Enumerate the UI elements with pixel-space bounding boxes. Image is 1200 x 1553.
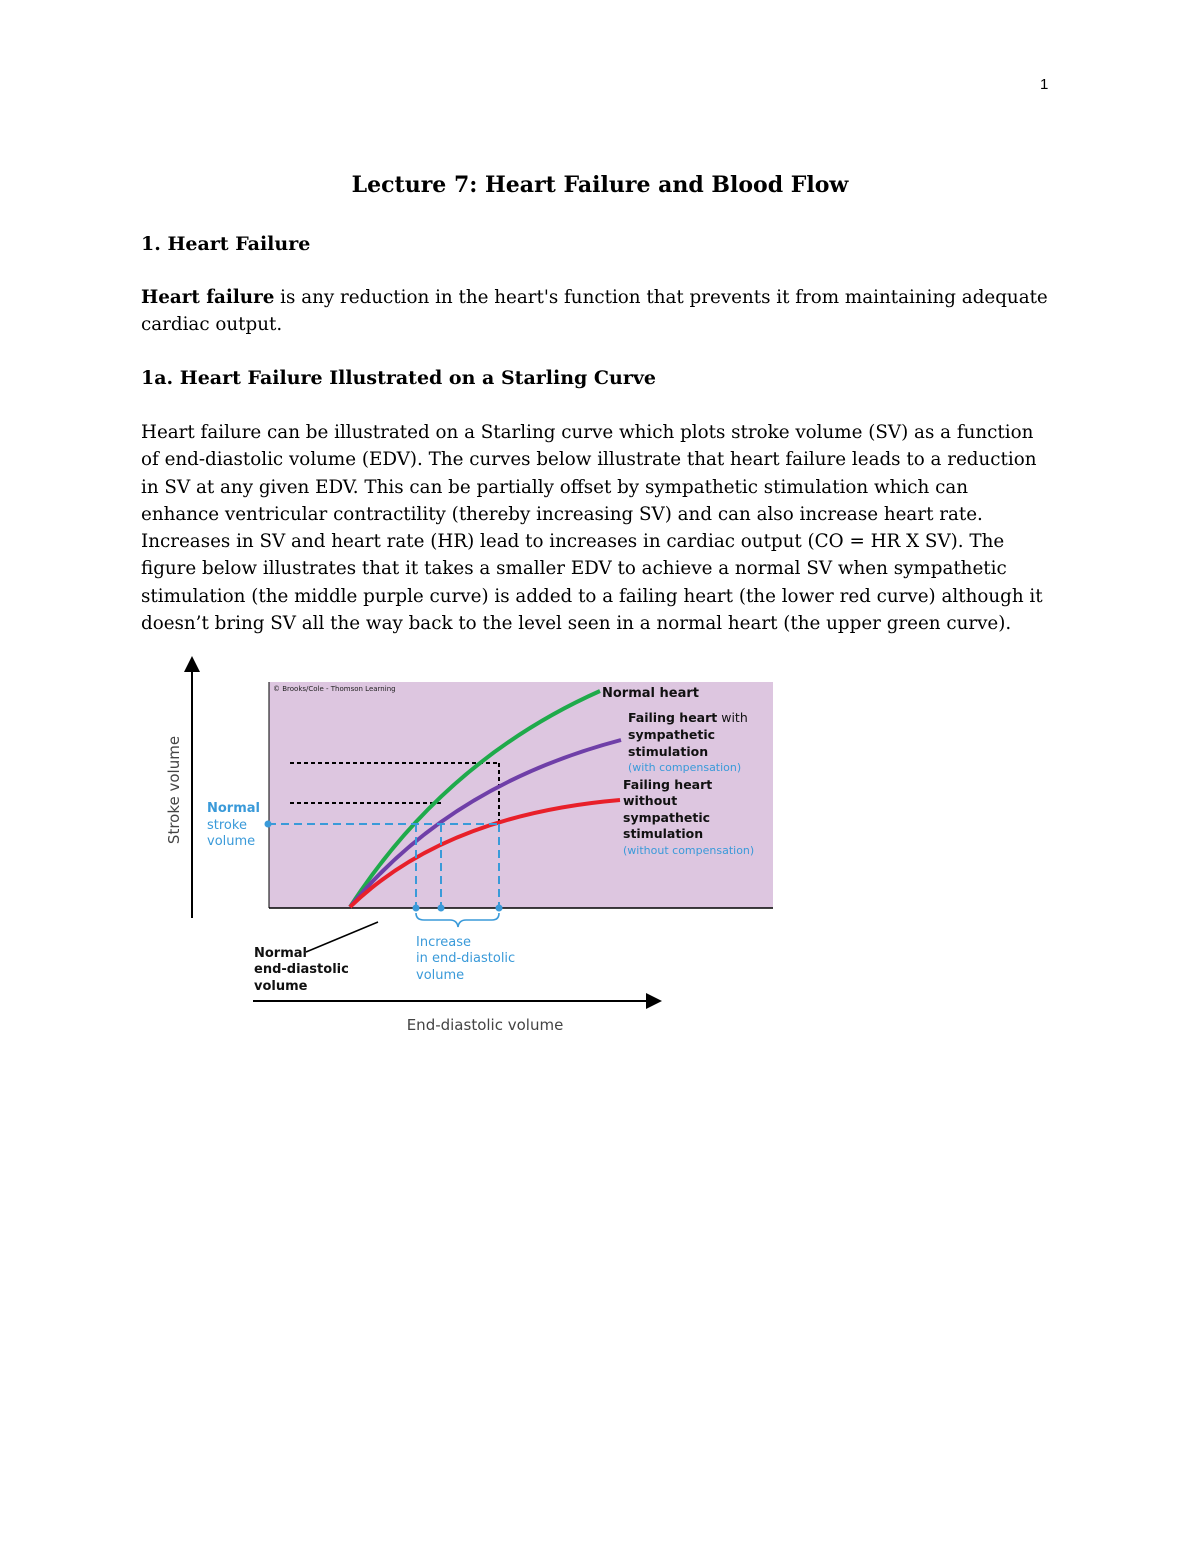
normal-sv-label-line: Normal [207,801,260,816]
paragraph-line: Increases in SV and heart rate (HR) lead to increases in cardiac output (CO = HR X SV). The [141,531,1005,553]
definition-line-2: cardiac output. [141,314,283,336]
paragraph-line: doesn’t bring SV all the way back to the level seen in a normal heart (the upper green curve). [141,613,1012,635]
normal-sv-marker [265,821,272,828]
sympathetic-curve-label-line: sympathetic [628,727,716,742]
normal-sv-label-line: stroke [207,818,247,833]
section-heading-heart-failure: 1. Heart Failure [141,233,311,255]
failing-edv-marker [496,905,503,912]
sympathetic-curve-label-line: stimulation [628,744,709,759]
paragraph-line: Heart failure can be illustrated on a Starling curve which plots stroke volume (SV) as a function [141,422,1034,443]
definition-text: is any reduction in the heart's function that prevents it from maintaining adequate [274,287,1048,308]
y-axis-label: Stroke volume [165,735,183,845]
copyright-label: © Brooks/Cole - Thomson Learning [273,685,396,693]
sympathetic-compensation-label: (with compensation) [628,761,742,774]
normal-edv-label-line: end-diastolic [254,962,349,977]
increase-edv-label-line: volume [416,968,465,983]
normal-edv-pointer [306,922,378,952]
paragraph-line: enhance ventricular contractility (thereby increasing SV) and can also increase heart rate. [141,503,983,525]
sympathetic-curve-label-line: Failing heart with [628,710,748,725]
failing-curve-label-line: stimulation [623,826,704,841]
normal-edv-marker [413,905,420,912]
section-heading-starling-curve: 1a. Heart Failure Illustrated on a Starling Curve [141,367,657,389]
paragraph-line: of end-diastolic volume (EDV). The curves below illustrate that heart failure leads to a reduction [141,449,1037,471]
paragraph-line: stimulation (the middle purple curve) is added to a failing heart (the lower red curve) although it [141,585,1043,607]
failing-compensation-label: (without compensation) [623,844,755,857]
normal-heart-label: Normal heart [602,686,699,701]
sympathetic-edv-marker [438,905,445,912]
paragraph-line: in SV at any given EDV. This can be partially offset by sympathetic stimulation which can [141,476,968,498]
document-title: Lecture 7: Heart Failure and Blood Flow [351,172,849,198]
increase-edv-label-line: in end-diastolic [416,951,516,966]
failing-curve-label-line: Failing heart [623,777,713,792]
definition-term: Heart failure [141,287,275,308]
page-number: 1 [1040,76,1049,93]
normal-edv-label-line: Normal [254,946,307,961]
increase-edv-label-line: Increase [416,935,472,950]
increase-brace [416,913,499,927]
failing-curve-label-line: without [623,793,678,808]
normal-edv-label-line: volume [254,979,308,994]
normal-sv-label-line: volume [207,834,256,849]
paragraph-line: figure below illustrates that it takes a smaller EDV to achieve a normal SV when sympathetic [141,558,1007,580]
failing-curve-label-line: sympathetic [623,810,711,825]
x-axis-label: End-diastolic volume [406,1016,564,1034]
